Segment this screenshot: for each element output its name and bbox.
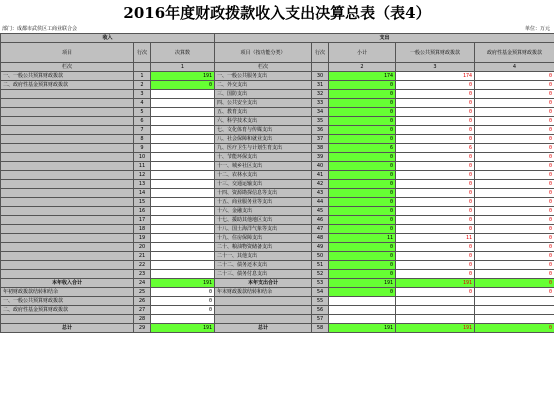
table-row bbox=[1, 225, 554, 234]
income-amount-cell bbox=[151, 225, 215, 234]
general-fund-cell: 0 bbox=[396, 171, 475, 180]
income-item-cell bbox=[1, 270, 134, 279]
expense-item-cell: 三、国防支出 bbox=[215, 90, 312, 99]
income-amount-cell: 0 bbox=[151, 81, 215, 90]
expense-total-cell: 6 bbox=[329, 144, 396, 153]
income-line-cell: 2 bbox=[134, 81, 151, 90]
general-fund-cell: 191 bbox=[396, 324, 475, 333]
expense-line-cell: 51 bbox=[312, 261, 329, 270]
income-line-cell: 11 bbox=[134, 162, 151, 171]
expense-name-header: 栏次 bbox=[215, 63, 312, 72]
general-fund-header: 一般公共预算财政拨款 bbox=[396, 43, 475, 63]
general-fund-cell: 0 bbox=[396, 288, 475, 297]
general-fund-cell: 0 bbox=[396, 153, 475, 162]
expense-item-cell bbox=[215, 306, 312, 315]
final-accounts-table bbox=[0, 33, 554, 333]
income-line-cell: 5 bbox=[134, 108, 151, 117]
income-line-cell: 19 bbox=[134, 234, 151, 243]
summary-row bbox=[1, 306, 554, 315]
gov-fund-cell: 0 bbox=[475, 162, 554, 171]
expense-total-cell: 0 bbox=[329, 261, 396, 270]
income-line-cell: 1 bbox=[134, 72, 151, 81]
income-line-cell: 3 bbox=[134, 90, 151, 99]
gov-fund-cell: 0 bbox=[475, 126, 554, 135]
gov-fund-header: 政府性基金预算财政拨款 bbox=[475, 43, 554, 63]
unit-label: 部门：成都市武侯区工商业联合会 bbox=[2, 26, 78, 32]
income-item-cell: 本年收入合计 bbox=[1, 279, 134, 288]
col2-number: 2 bbox=[329, 63, 396, 72]
general-fund-cell: 0 bbox=[396, 252, 475, 261]
summary-row bbox=[1, 324, 554, 333]
income-item-cell: 二、政府性基金预算财政拨款 bbox=[1, 306, 134, 315]
expense-line-cell: 45 bbox=[312, 207, 329, 216]
table-row bbox=[1, 144, 554, 153]
expense-item-cell: 总计 bbox=[215, 324, 312, 333]
expense-item-cell: 十二、农林水支出 bbox=[215, 171, 312, 180]
income-item-cell bbox=[1, 189, 134, 198]
general-fund-cell: 11 bbox=[396, 234, 475, 243]
table-row bbox=[1, 180, 554, 189]
income-item-cell bbox=[1, 243, 134, 252]
gov-fund-cell: 0 bbox=[475, 207, 554, 216]
table-row bbox=[1, 198, 554, 207]
income-amount-cell bbox=[151, 90, 215, 99]
expense-total-cell: 0 bbox=[329, 180, 396, 189]
gov-fund-cell: 0 bbox=[475, 252, 554, 261]
expense-item-cell bbox=[215, 297, 312, 306]
expense-total-cell: 0 bbox=[329, 252, 396, 261]
table-row bbox=[1, 243, 554, 252]
col1-number: 1 bbox=[151, 63, 215, 72]
expense-item-cell: 二十三、债务付息支出 bbox=[215, 270, 312, 279]
gov-fund-cell: 0 bbox=[475, 198, 554, 207]
gov-fund-cell: 0 bbox=[475, 117, 554, 126]
general-fund-cell: 0 bbox=[396, 189, 475, 198]
gov-fund-cell: 0 bbox=[475, 324, 554, 333]
summary-row bbox=[1, 279, 554, 288]
expense-line-cell: 36 bbox=[312, 126, 329, 135]
income-amount-cell bbox=[151, 234, 215, 243]
general-fund-cell: 0 bbox=[396, 81, 475, 90]
expense-line-cell: 39 bbox=[312, 153, 329, 162]
expense-item-cell bbox=[215, 315, 312, 324]
expense-line-cell: 38 bbox=[312, 144, 329, 153]
income-amount-cell bbox=[151, 207, 215, 216]
income-item-cell bbox=[1, 162, 134, 171]
expense-line-cell: 53 bbox=[312, 279, 329, 288]
expense-line-cell: 49 bbox=[312, 243, 329, 252]
expense-total-cell: 11 bbox=[329, 234, 396, 243]
general-fund-cell: 0 bbox=[396, 270, 475, 279]
gov-fund-cell bbox=[475, 297, 554, 306]
expense-total-cell: 0 bbox=[329, 126, 396, 135]
general-fund-cell bbox=[396, 315, 475, 324]
general-fund-cell bbox=[396, 297, 475, 306]
summary-row bbox=[1, 315, 554, 324]
income-item-cell bbox=[1, 180, 134, 189]
gov-fund-cell: 0 bbox=[475, 189, 554, 198]
expense-item-cell: 一、一般公共服务支出 bbox=[215, 72, 312, 81]
expense-total-cell: 0 bbox=[329, 189, 396, 198]
income-line-cell: 23 bbox=[134, 270, 151, 279]
expense-item-cell: 十一、城乡社区支出 bbox=[215, 162, 312, 171]
general-fund-cell bbox=[396, 306, 475, 315]
income-amount-cell: 0 bbox=[151, 297, 215, 306]
income-item-cell bbox=[1, 225, 134, 234]
gov-fund-cell: 0 bbox=[475, 279, 554, 288]
expense-total-cell: 0 bbox=[329, 288, 396, 297]
expense-line-cell: 44 bbox=[312, 198, 329, 207]
gov-fund-cell: 0 bbox=[475, 216, 554, 225]
expense-total-cell: 0 bbox=[329, 81, 396, 90]
summary-row bbox=[1, 288, 554, 297]
header-row-column-numbers bbox=[1, 63, 554, 72]
expense-item-cell: 十三、交通运输支出 bbox=[215, 180, 312, 189]
expense-total-cell: 0 bbox=[329, 270, 396, 279]
income-amount-cell bbox=[151, 315, 215, 324]
income-amount-cell bbox=[151, 261, 215, 270]
income-line-cell: 22 bbox=[134, 261, 151, 270]
income-line-cell: 25 bbox=[134, 288, 151, 297]
income-line-cell: 20 bbox=[134, 243, 151, 252]
income-amount-cell bbox=[151, 99, 215, 108]
expense-item-cell: 二、外交支出 bbox=[215, 81, 312, 90]
table-row bbox=[1, 90, 554, 99]
gov-fund-cell: 0 bbox=[475, 90, 554, 99]
expense-item-cell: 十五、商业服务业等支出 bbox=[215, 198, 312, 207]
expense-line-cell: 52 bbox=[312, 270, 329, 279]
general-fund-cell: 0 bbox=[396, 216, 475, 225]
expense-total-cell: 0 bbox=[329, 216, 396, 225]
table-row bbox=[1, 108, 554, 117]
income-item-cell bbox=[1, 171, 134, 180]
income-amount-cell bbox=[151, 270, 215, 279]
income-item-cell: 总计 bbox=[1, 324, 134, 333]
expense-line-header: 行次 bbox=[312, 43, 329, 63]
income-amount-cell bbox=[151, 144, 215, 153]
income-item-cell bbox=[1, 90, 134, 99]
income-amount-cell bbox=[151, 180, 215, 189]
income-line-cell: 12 bbox=[134, 171, 151, 180]
expense-total-cell: 0 bbox=[329, 198, 396, 207]
income-line-blank bbox=[134, 63, 151, 72]
income-amount-cell bbox=[151, 243, 215, 252]
income-item-cell bbox=[1, 108, 134, 117]
expense-item-cell: 十七、援助其他地区支出 bbox=[215, 216, 312, 225]
gov-fund-cell bbox=[475, 315, 554, 324]
expense-item-cell: 二十、粮油物资储备支出 bbox=[215, 243, 312, 252]
gov-fund-cell: 0 bbox=[475, 270, 554, 279]
gov-fund-cell: 0 bbox=[475, 81, 554, 90]
table-row bbox=[1, 189, 554, 198]
expense-line-cell: 55 bbox=[312, 297, 329, 306]
expense-item-cell: 年末财政拨款结转和结余 bbox=[215, 288, 312, 297]
expense-total-cell: 191 bbox=[329, 324, 396, 333]
table-row bbox=[1, 153, 554, 162]
expense-total-cell bbox=[329, 306, 396, 315]
income-item-header: 项目 bbox=[1, 43, 134, 63]
income-item-cell bbox=[1, 252, 134, 261]
expense-total-cell: 0 bbox=[329, 243, 396, 252]
expense-item-cell: 十六、金融支出 bbox=[215, 207, 312, 216]
income-item-cell bbox=[1, 99, 134, 108]
col3-number: 3 bbox=[396, 63, 475, 72]
income-amount-cell bbox=[151, 171, 215, 180]
income-line-cell: 4 bbox=[134, 99, 151, 108]
expense-line-cell: 35 bbox=[312, 117, 329, 126]
gov-fund-cell: 0 bbox=[475, 153, 554, 162]
table-row bbox=[1, 261, 554, 270]
general-fund-cell: 0 bbox=[396, 162, 475, 171]
expense-line-cell: 48 bbox=[312, 234, 329, 243]
expense-total-cell: 0 bbox=[329, 225, 396, 234]
income-line-cell: 13 bbox=[134, 180, 151, 189]
table-row bbox=[1, 117, 554, 126]
income-item-cell bbox=[1, 135, 134, 144]
general-fund-cell: 0 bbox=[396, 225, 475, 234]
expense-total-header: 小计 bbox=[329, 43, 396, 63]
expense-line-cell: 41 bbox=[312, 171, 329, 180]
income-line-cell: 15 bbox=[134, 198, 151, 207]
gov-fund-cell bbox=[475, 306, 554, 315]
expense-total-cell: 0 bbox=[329, 99, 396, 108]
table-row bbox=[1, 252, 554, 261]
expense-item-cell: 八、社会保障和就业支出 bbox=[215, 135, 312, 144]
expense-total-cell bbox=[329, 297, 396, 306]
expense-line-cell: 33 bbox=[312, 99, 329, 108]
income-amount-cell bbox=[151, 252, 215, 261]
expense-item-cell: 本年支出合计 bbox=[215, 279, 312, 288]
income-item-cell bbox=[1, 207, 134, 216]
expense-item-cell: 十八、国土海洋气象等支出 bbox=[215, 225, 312, 234]
table-row bbox=[1, 135, 554, 144]
expense-item-cell: 四、公共安全支出 bbox=[215, 99, 312, 108]
income-line-cell: 29 bbox=[134, 324, 151, 333]
table-row bbox=[1, 162, 554, 171]
gov-fund-cell: 0 bbox=[475, 225, 554, 234]
gov-fund-cell: 0 bbox=[475, 171, 554, 180]
expense-line-cell: 47 bbox=[312, 225, 329, 234]
income-line-cell: 7 bbox=[134, 126, 151, 135]
expense-total-cell: 0 bbox=[329, 207, 396, 216]
expense-item-cell: 九、医疗卫生与计划生育支出 bbox=[215, 144, 312, 153]
expense-section-header: 支出 bbox=[215, 34, 554, 43]
general-fund-cell: 6 bbox=[396, 144, 475, 153]
income-line-cell: 16 bbox=[134, 207, 151, 216]
income-item-cell bbox=[1, 315, 134, 324]
income-item-cell bbox=[1, 261, 134, 270]
income-amount-cell bbox=[151, 117, 215, 126]
income-amount-cell: 191 bbox=[151, 324, 215, 333]
table-row bbox=[1, 216, 554, 225]
income-line-cell: 21 bbox=[134, 252, 151, 261]
table-row bbox=[1, 207, 554, 216]
income-section-header: 收入 bbox=[1, 34, 215, 43]
expense-line-cell: 32 bbox=[312, 90, 329, 99]
expense-total-cell: 0 bbox=[329, 162, 396, 171]
expense-line-cell: 57 bbox=[312, 315, 329, 324]
expense-total-cell: 0 bbox=[329, 135, 396, 144]
expense-total-cell: 0 bbox=[329, 153, 396, 162]
expense-item-header: 项目（按功能分类） bbox=[215, 43, 312, 63]
income-amount-cell bbox=[151, 108, 215, 117]
income-item-cell: 一、一般公共预算财政拨款 bbox=[1, 297, 134, 306]
income-line-cell: 14 bbox=[134, 189, 151, 198]
col4-number: 4 bbox=[475, 63, 554, 72]
income-line-cell: 28 bbox=[134, 315, 151, 324]
general-fund-cell: 0 bbox=[396, 108, 475, 117]
general-fund-cell: 0 bbox=[396, 99, 475, 108]
income-item-cell bbox=[1, 117, 134, 126]
income-line-cell: 6 bbox=[134, 117, 151, 126]
income-amount-header: 决算数 bbox=[151, 43, 215, 63]
general-fund-cell: 174 bbox=[396, 72, 475, 81]
income-amount-cell bbox=[151, 216, 215, 225]
expense-line-cell: 50 bbox=[312, 252, 329, 261]
general-fund-cell: 0 bbox=[396, 207, 475, 216]
expense-total-cell: 0 bbox=[329, 108, 396, 117]
expense-line-cell: 40 bbox=[312, 162, 329, 171]
expense-total-cell bbox=[329, 315, 396, 324]
income-item-cell bbox=[1, 153, 134, 162]
expense-line-cell: 42 bbox=[312, 180, 329, 189]
expense-total-cell: 0 bbox=[329, 90, 396, 99]
table-row bbox=[1, 171, 554, 180]
income-amount-cell: 0 bbox=[151, 288, 215, 297]
expense-item-cell: 五、教育支出 bbox=[215, 108, 312, 117]
header-row-sections bbox=[1, 34, 554, 43]
income-line-header: 行次 bbox=[134, 43, 151, 63]
general-fund-cell: 0 bbox=[396, 135, 475, 144]
expense-line-cell: 56 bbox=[312, 306, 329, 315]
income-line-cell: 17 bbox=[134, 216, 151, 225]
income-item-cell: 一、一般公共预算财政拨款 bbox=[1, 72, 134, 81]
report-title: 2016年度财政拨款收入支出决算总表（表4） bbox=[123, 4, 431, 22]
table-row bbox=[1, 99, 554, 108]
expense-item-cell: 十、节能环保支出 bbox=[215, 153, 312, 162]
income-amount-cell: 191 bbox=[151, 72, 215, 81]
expense-line-cell: 46 bbox=[312, 216, 329, 225]
income-line-cell: 27 bbox=[134, 306, 151, 315]
income-amount-cell: 191 bbox=[151, 279, 215, 288]
gov-fund-cell: 0 bbox=[475, 243, 554, 252]
expense-line-blank bbox=[312, 63, 329, 72]
header-row-columns bbox=[1, 43, 554, 63]
table-row bbox=[1, 126, 554, 135]
gov-fund-cell: 0 bbox=[475, 108, 554, 117]
income-line-cell: 8 bbox=[134, 135, 151, 144]
gov-fund-cell: 0 bbox=[475, 234, 554, 243]
gov-fund-cell: 0 bbox=[475, 288, 554, 297]
expense-line-cell: 37 bbox=[312, 135, 329, 144]
expense-line-cell: 31 bbox=[312, 81, 329, 90]
expense-item-cell: 十九、住房保障支出 bbox=[215, 234, 312, 243]
general-fund-cell: 191 bbox=[396, 279, 475, 288]
income-item-cell bbox=[1, 126, 134, 135]
general-fund-cell: 0 bbox=[396, 117, 475, 126]
expense-item-cell: 二十二、债务还本支出 bbox=[215, 261, 312, 270]
gov-fund-cell: 0 bbox=[475, 144, 554, 153]
income-amount-cell bbox=[151, 189, 215, 198]
expense-line-cell: 54 bbox=[312, 288, 329, 297]
expense-total-cell: 174 bbox=[329, 72, 396, 81]
income-amount-cell bbox=[151, 126, 215, 135]
income-amount-cell: 0 bbox=[151, 306, 215, 315]
income-item-cell bbox=[1, 198, 134, 207]
gov-fund-cell: 0 bbox=[475, 261, 554, 270]
summary-row bbox=[1, 297, 554, 306]
expense-total-cell: 191 bbox=[329, 279, 396, 288]
money-unit-label: 单位：万元 bbox=[524, 26, 550, 32]
expense-line-cell: 34 bbox=[312, 108, 329, 117]
general-fund-cell: 0 bbox=[396, 180, 475, 189]
expense-item-cell: 七、文化体育与传媒支出 bbox=[215, 126, 312, 135]
general-fund-cell: 0 bbox=[396, 243, 475, 252]
income-item-cell bbox=[1, 216, 134, 225]
table-row bbox=[1, 270, 554, 279]
gov-fund-cell: 0 bbox=[475, 180, 554, 189]
income-amount-cell bbox=[151, 198, 215, 207]
expense-item-cell: 十四、资源勘探信息等支出 bbox=[215, 189, 312, 198]
table-row bbox=[1, 234, 554, 243]
gov-fund-cell: 0 bbox=[475, 72, 554, 81]
expense-total-cell: 0 bbox=[329, 117, 396, 126]
expense-total-cell: 0 bbox=[329, 171, 396, 180]
income-name-header: 栏次 bbox=[1, 63, 134, 72]
income-amount-cell bbox=[151, 162, 215, 171]
income-item-cell bbox=[1, 234, 134, 243]
general-fund-cell: 0 bbox=[396, 198, 475, 207]
expense-item-cell: 六、科学技术支出 bbox=[215, 117, 312, 126]
income-line-cell: 10 bbox=[134, 153, 151, 162]
income-line-cell: 24 bbox=[134, 279, 151, 288]
general-fund-cell: 0 bbox=[396, 261, 475, 270]
gov-fund-cell: 0 bbox=[475, 99, 554, 108]
table-row bbox=[1, 81, 554, 90]
expense-line-cell: 30 bbox=[312, 72, 329, 81]
expense-item-cell: 二十一、其他支出 bbox=[215, 252, 312, 261]
table-row bbox=[1, 72, 554, 81]
income-item-cell bbox=[1, 144, 134, 153]
expense-line-cell: 43 bbox=[312, 189, 329, 198]
general-fund-cell: 0 bbox=[396, 90, 475, 99]
expense-line-cell: 58 bbox=[312, 324, 329, 333]
income-item-cell: 二、政府性基金预算财政拨款 bbox=[1, 81, 134, 90]
gov-fund-cell: 0 bbox=[475, 135, 554, 144]
income-item-cell: 年初财政拨款结转和结余 bbox=[1, 288, 134, 297]
general-fund-cell: 0 bbox=[396, 126, 475, 135]
income-line-cell: 26 bbox=[134, 297, 151, 306]
income-amount-cell bbox=[151, 153, 215, 162]
income-amount-cell bbox=[151, 135, 215, 144]
income-line-cell: 18 bbox=[134, 225, 151, 234]
income-line-cell: 9 bbox=[134, 144, 151, 153]
